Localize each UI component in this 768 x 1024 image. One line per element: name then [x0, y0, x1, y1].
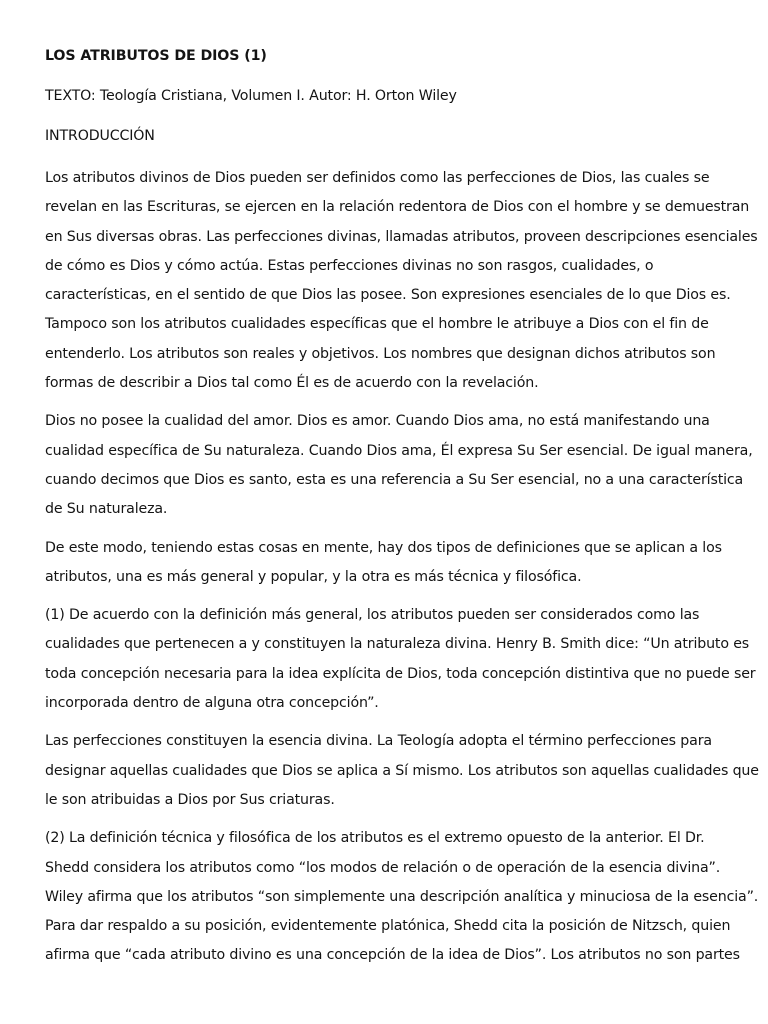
body-paragraph: [45, 534, 730, 593]
paragraph-line: Tampoco son los atributos cualidades específicas que el hombre le atribuye a Dios con el fin de: [45, 316, 709, 333]
paragraph-line: cualidad específica de Su naturaleza. Cuando Dios ama, Él expresa Su Ser esencial. De igual manera,: [45, 442, 753, 459]
section-heading: INTRODUCCIÓN: [45, 128, 155, 144]
paragraph-line: designar aquellas cualidades que Dios se aplica a Sí mismo. Los atributos son aquellas cualidades que: [45, 762, 759, 779]
paragraph-line: cuando decimos que Dios es santo, esta es una referencia a Su Ser esencial, no a una característica: [45, 471, 744, 488]
paragraph-line: Dios no posee la cualidad del amor. Dios es amor. Cuando Dios ama, no está manifestando una: [45, 413, 710, 430]
paragraph-line: incorporada dentro de alguna otra concepción”.: [45, 695, 379, 712]
document-page: [45, 44, 759, 980]
body-paragraph: [45, 601, 756, 718]
paragraph-line: toda concepción necesaria para la idea explícita de Dios, toda concepción distintiva que no puede ser: [45, 665, 756, 682]
paragraph-line: en Sus diversas obras. Las perfecciones divinas, llamadas atributos, proveen descripciones esenciales: [45, 228, 758, 245]
paragraph-line: Wiley afirma que los atributos “son simplemente una descripción analítica y minuciosa de la esencia”.: [45, 888, 759, 905]
paragraph-line: (1) De acuerdo con la definición más general, los atributos pueden ser considerados como las: [45, 607, 700, 624]
paragraph-line: afirma que “cada atributo divino es una concepción de la idea de Dios”. Los atributos no son partes: [45, 947, 740, 964]
paragraph-line: características, en el sentido de que Dios las posee. Son expresiones esenciales de lo que Dios es.: [45, 287, 731, 304]
paragraph-line: formas de describir a Dios tal como Él es de acuerdo con la revelación.: [45, 375, 539, 392]
body-paragraph: [45, 407, 753, 524]
paragraph-line: (2) La definición técnica y filosófica de los atributos es el extremo opuesto de la anterior. El Dr.: [45, 830, 705, 847]
paragraph-line: cualidades que pertenecen a y constituyen la naturaleza divina. Henry B. Smith dice: “Un atributo es: [45, 636, 750, 653]
paragraph-line: le son atribuidas a Dios por Sus criaturas.: [45, 791, 335, 808]
paragraph-line: entenderlo. Los atributos son reales y objetivos. Los nombres que designan dichos atributos son: [45, 345, 716, 362]
source-line: TEXTO: Teología Cristiana, Volumen I. Autor: H. Orton Wiley: [45, 88, 457, 104]
paragraph-line: Las perfecciones constituyen la esencia divina. La Teología adopta el término perfecciones para: [45, 733, 712, 750]
paragraph-line: De este modo, teniendo estas cosas en mente, hay dos tipos de definiciones que se aplican a los: [45, 539, 722, 556]
body-paragraph: [45, 727, 759, 815]
paragraph-line: revelan en las Escrituras, se ejercen en la relación redentora de Dios con el hombre y se demuestran: [45, 199, 750, 216]
paragraph-line: de Su naturaleza.: [45, 501, 168, 518]
paragraph-line: Shedd considera los atributos como “los modos de relación o de operación de la esencia divina”.: [45, 859, 721, 876]
body-paragraph: [45, 824, 759, 970]
paragraph-line: Para dar respaldo a su posición, evidentemente platónica, Shedd cita la posición de Nitzsch, quien: [45, 918, 731, 935]
paragraph-line: atributos, una es más general y popular, y la otra es más técnica y filosófica.: [45, 568, 582, 585]
paragraph-line: de cómo es Dios y cómo actúa. Estas perfecciones divinas no son rasgos, cualidades, o: [45, 257, 654, 274]
paragraph-line: Los atributos divinos de Dios pueden ser definidos como las perfecciones de Dios, las cuales se: [45, 170, 710, 186]
document-title: LOS ATRIBUTOS DE DIOS (1): [45, 48, 267, 64]
body-paragraph: [45, 164, 758, 398]
paragraph-list: [45, 164, 759, 971]
